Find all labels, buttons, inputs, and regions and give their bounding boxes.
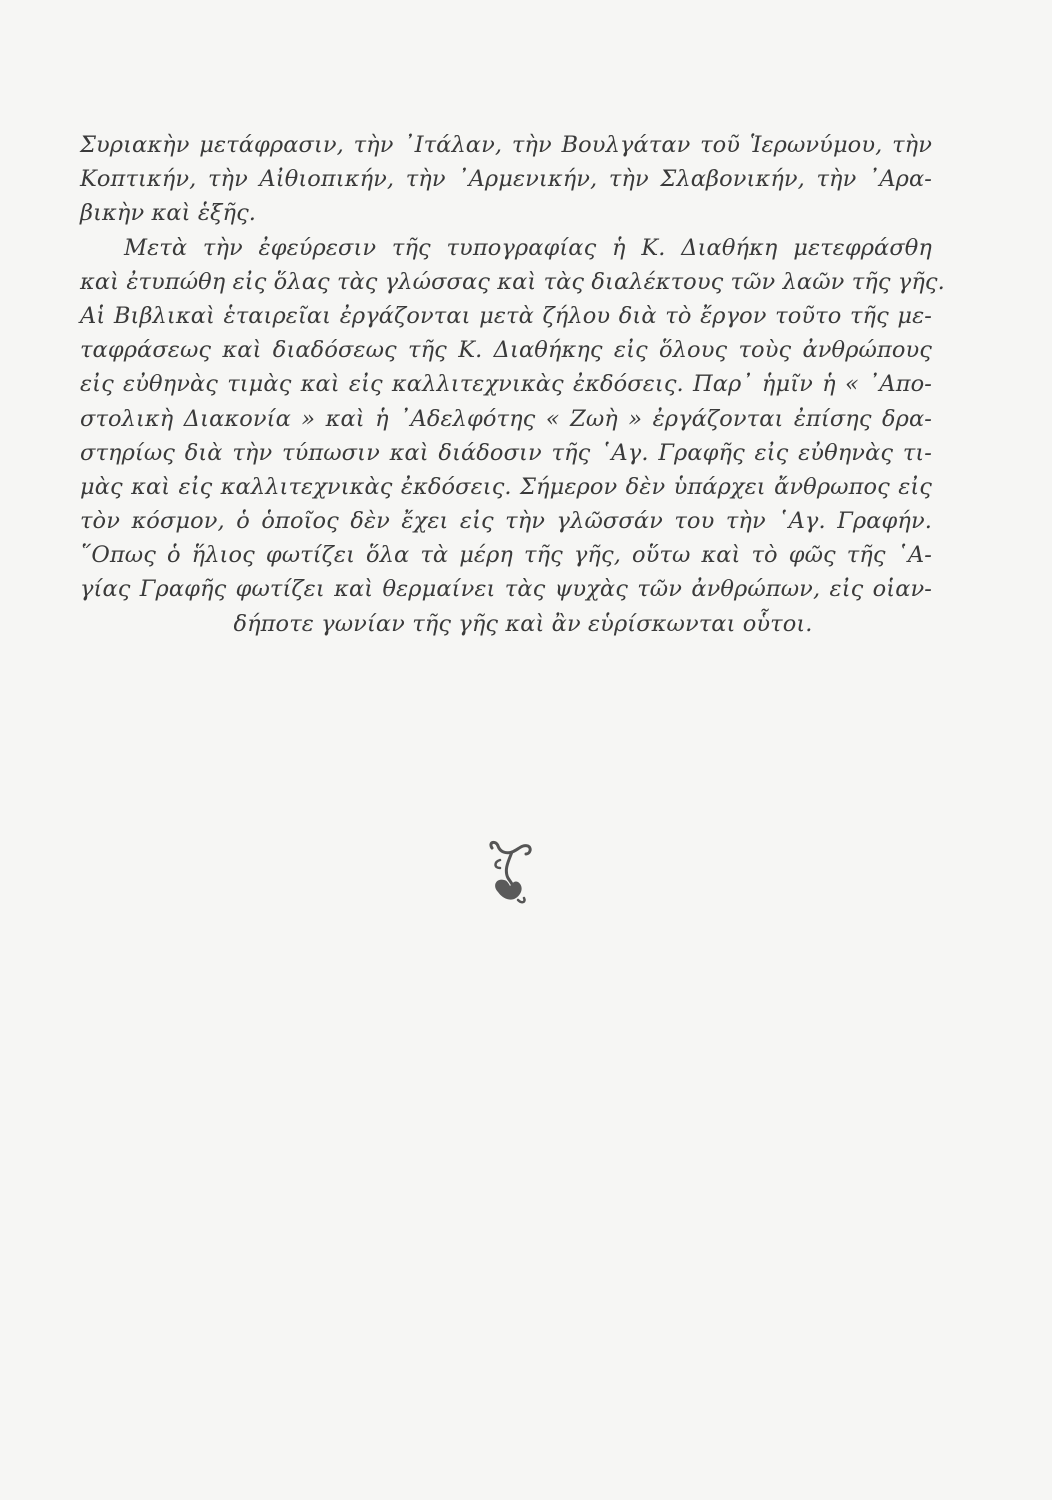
text-line: τὸν κόσμον, ὁ ὁποῖος δὲν ἔχει εἰς τὴν γλῶσσάν του τὴν ῾Αγ. Γραφήν. bbox=[80, 508, 932, 535]
text-line: ῞Οπως ὁ ἥλιος φωτίζει ὅλα τὰ μέρη τῆς γῆς, οὕτω καὶ τὸ φῶς τῆς ῾Α- bbox=[80, 542, 932, 569]
text-line: Μετὰ τὴν ἐφεύρεσιν τῆς τυπογραφίας ἡ Κ. Διαθήκη μετεφράσθη bbox=[124, 234, 932, 261]
floral-ornament-icon bbox=[482, 840, 542, 910]
text-line: Αἱ Βιβλικαὶ ἑταιρεῖαι ἐργάζονται μετὰ ζήλου διὰ τὸ ἔργον τοῦτο τῆς με- bbox=[80, 302, 932, 329]
body-text bbox=[80, 128, 945, 641]
text-line: Κοπτικήν, τὴν Αἰθιοπικήν, τὴν ᾿Αρμενικήν, τὴν Σλαβονικήν, τὴν ᾿Αρα- bbox=[80, 166, 932, 193]
text-line: εἰς εὐθηνὰς τιμὰς καὶ εἰς καλλιτεχνικὰς ἐκδόσεις. Παρ᾿ ἡμῖν ἡ « ᾿Απο- bbox=[80, 371, 932, 398]
text-line: δήποτε γωνίαν τῆς γῆς καὶ ἂν εὑρίσκωνται οὗτοι. bbox=[233, 610, 813, 637]
text-line: στολικὴ Διακονία » καὶ ἡ ᾿Αδελφότης « Ζωὴ » ἐργάζονται ἐπίσης δρα- bbox=[80, 405, 932, 432]
text-line: καὶ ἐτυπώθη εἰς ὅλας τὰς γλώσσας καὶ τὰς διαλέκτους τῶν λαῶν τῆς γῆς. bbox=[80, 268, 945, 295]
text-line: βικὴν καὶ ἑξῆς. bbox=[80, 200, 257, 227]
text-line: γίας Γραφῆς φωτίζει καὶ θερμαίνει τὰς ψυχὰς τῶν ἀνθρώπων, εἰς οἱαν- bbox=[80, 576, 932, 603]
text-line: μὰς καὶ εἰς καλλιτεχνικὰς ἐκδόσεις. Σήμερον δὲν ὑπάρχει ἄνθρωπος εἰς bbox=[80, 473, 932, 500]
text-line: ταφράσεως καὶ διαδόσεως τῆς Κ. Διαθήκης εἰς ὅλους τοὺς ἀνθρώπους bbox=[80, 337, 932, 364]
text-line: στηρίως διὰ τὴν τύπωσιν καὶ διάδοσιν τῆς ῾Αγ. Γραφῆς εἰς εὐθηνὰς τι- bbox=[80, 439, 932, 466]
text-line: Συριακὴν μετάφρασιν, τὴν ᾿Ιτάλαν, τὴν Βουλγάταν τοῦ Ἱερωνύμου, τὴν bbox=[80, 132, 932, 158]
